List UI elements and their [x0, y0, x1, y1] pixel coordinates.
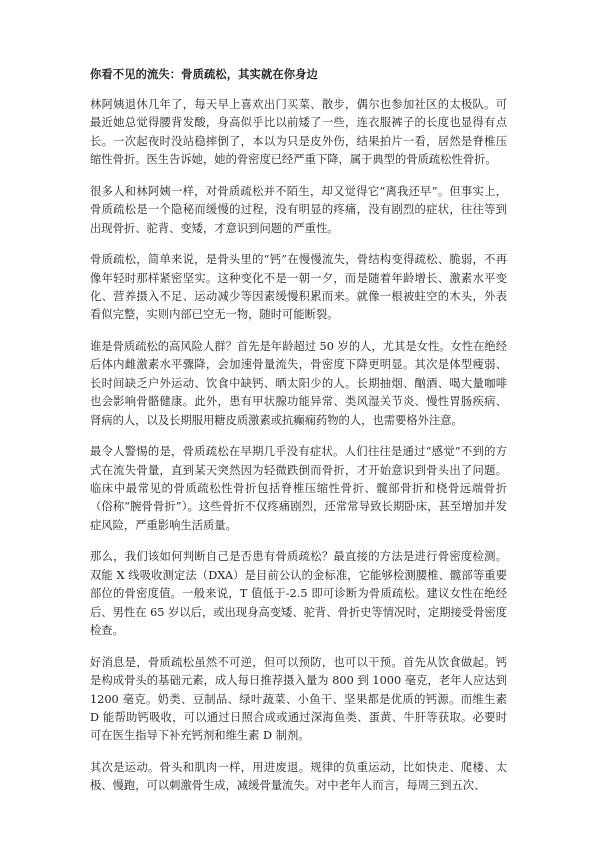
paragraph-hidden-process: 很多人和林阿姨一样，对骨质疏松并不陌生，却又觉得它“离我还早”。但事实上，骨质疏松是一个隐秘而缓慢的过程，没有明显的疼痛，没有剧烈的症状，往往等到出现骨折、驼背、变矮，才意识到问题的严重性。 — [90, 184, 507, 235]
paragraph-intro-story: 林阿姨退休几年了，每天早上喜欢出门买菜、散步，偶尔也参加社区的太极队。可最近她总觉得腰背发酸，身高似乎比以前矮了一些，连衣服裤子的长度也显得有点长。一次起夜时没站稳摔倒了，本以为只是皮外伤，结果拍片一看，居然是脊椎压缩性骨折。医生告诉她，她的骨密度已经严重下降，属于典型的骨质疏松性骨折。 — [90, 98, 507, 167]
article-title: 你看不见的流失：骨质疏松，其实就在你身边 — [90, 68, 318, 81]
paragraph-definition: 骨质疏松，简单来说，是骨头里的“钙”在慢慢流失，骨结构变得疏松、脆弱，不再像年轻时那样紧密坚实。这种变化不是一朝一夕，而是随着年龄增长、激素水平变化、营养摄入不足、运动减少等因素缓慢积累而来。就像一根被蛀空的木头，外表看似完整，实则内部已空无一物，随时可能断裂。 — [90, 253, 507, 322]
paragraph-symptoms: 最令人警惕的是，骨质疏松在早期几乎没有症状。人们往往是通过“感觉”不到的方式在流失骨量，直到某天突然因为轻微跌倒而骨折，才开始意识到骨头出了问题。临床中最常见的骨质疏松性骨折包括脊椎压缩性骨折、髋部骨折和桡骨远端骨折（俗称“腕骨骨折”）。这些骨折不仅疼痛剧烈，还常常导致长期卧床，甚至增加并发症风险，严重影响生活质量。 — [90, 445, 507, 532]
paragraph-exercise: 其次是运动。骨头和肌肉一样，用进废退。规律的负重运动，比如快走、爬楼、太极、慢跑，可以刺激骨生成，减缓骨量流失。对中老年人而言，每周三到五次、 — [90, 760, 507, 793]
paragraph-diagnosis: 那么，我们该如何判断自己是否患有骨质疏松？最直接的方法是进行骨密度检测。双能 X 线吸收测定法（DXA）是目前公认的金标准，它能够检测腰椎、髋部等重要部位的骨密度值。一般来说，T 值低于-2.5 即可诊断为骨质疏松。建议女性在绝经后、男性在 65 岁以后，或出现身高变矮、驼背、骨折史等情况时，定期接受骨密度检查。 — [90, 550, 507, 638]
paragraph-risk-groups: 谁是骨质疏松的高风险人群？首先是年龄超过 50 岁的人，尤其是女性。女性在绝经后体内雌激素水平骤降，会加速骨量流失，骨密度下降更明显。其次是体型瘦弱、长时间缺乏户外运动、饮食中缺钙、晒太阳少的人。长期抽烟、酗酒、喝大量咖啡也会影响骨骼健康。此外，患有甲状腺功能异常、类风湿关节炎、慢性胃肠疾病、肾病的人，以及长期服用糖皮质激素或抗癫痫药物的人，也需要格外注意。 — [90, 340, 507, 427]
paragraph-diet: 好消息是，骨质疏松虽然不可逆，但可以预防，也可以干预。首先从饮食做起。钙是构成骨头的基础元素，成人每日推荐摄入量为 800 到 1000 毫克，老年人应达到 1200 毫克。奶类、豆制品、绿叶蔬菜、小鱼干、坚果都是优质的钙源。而维生素 D 能帮助钙吸收，可以通过日照合成或通过深海鱼类、蛋黄、牛肝等获取。必要时可在医生指导下补充钙剂和维生素 D 制剂。 — [90, 655, 507, 743]
